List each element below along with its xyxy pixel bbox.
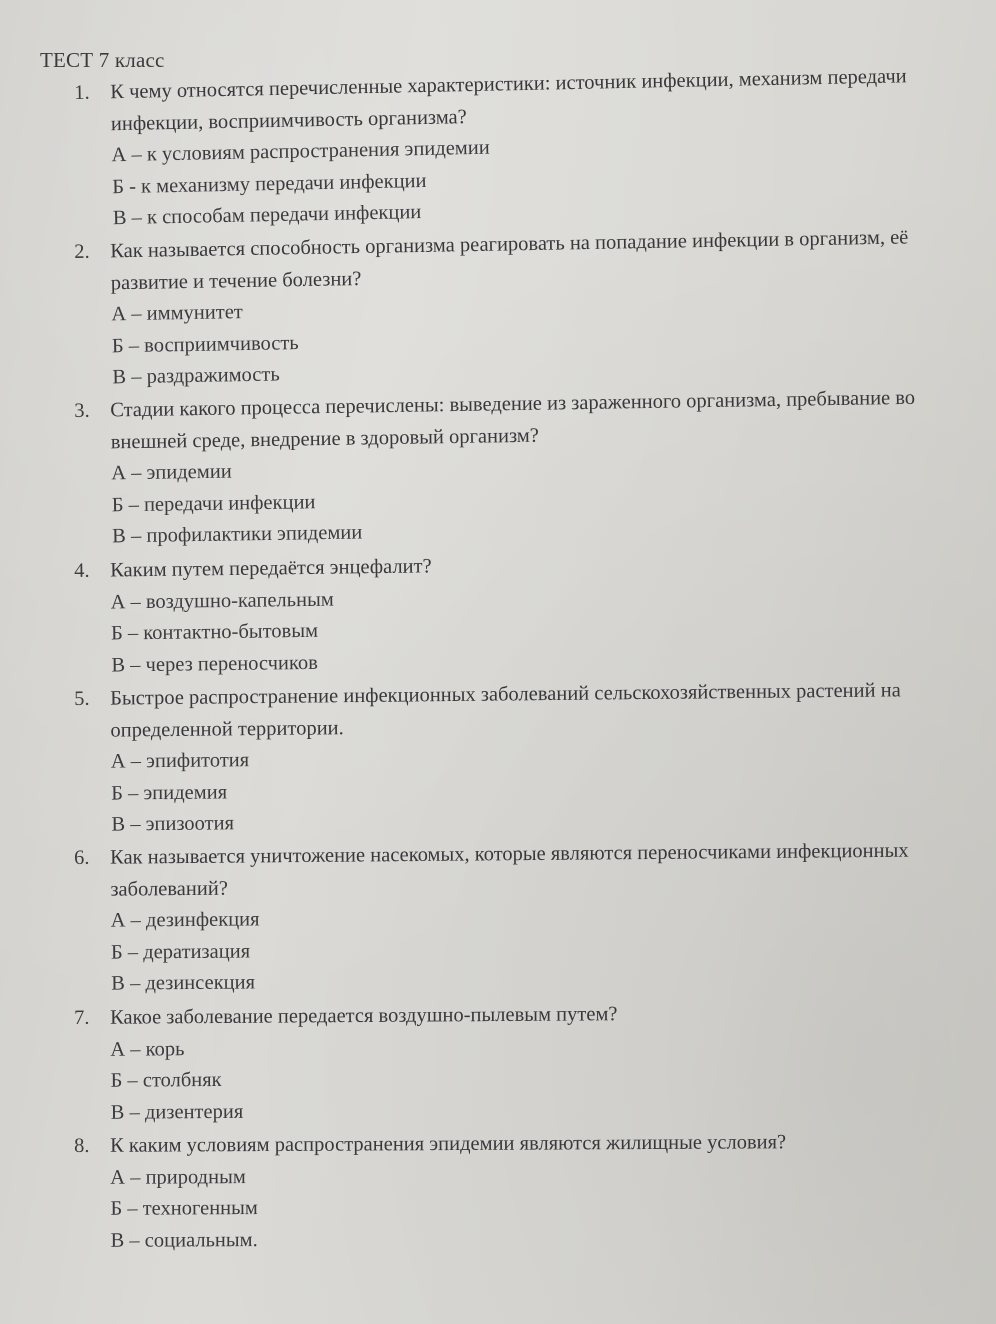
question-line <box>74 835 955 906</box>
question-number: 7. <box>74 1006 90 1029</box>
answer-option-a: А – природным <box>110 1165 246 1188</box>
answer-options <box>75 284 957 394</box>
answer-options <box>74 1028 955 1129</box>
answer-options <box>74 575 955 681</box>
question-text: Как называется способность организма реагировать на попадание инфекции в организм, её развитие и течение болезни? <box>110 225 909 294</box>
answer-option-b: Б – столбняк <box>110 1068 222 1092</box>
answer-option-b: Б – восприимчивость <box>111 331 299 357</box>
question-text: Как называется уничтожение насекомых, которые являются переносчиками инфекционных заболеваний? <box>110 839 909 901</box>
question-line <box>74 1126 954 1162</box>
question-text: Быстрое распространение инфекционных заболеваний сельскохозяйственных растений на определенной территории. <box>110 678 901 741</box>
question-number: 2. <box>74 240 90 263</box>
answer-option-a: А – к условиям распространения эпидемии <box>111 136 490 167</box>
answer-option-a: А – эпифитотия <box>110 748 250 773</box>
question-8 <box>74 1126 955 1257</box>
answer-option-a: А – дезинфекция <box>110 908 260 932</box>
question-number: 1. <box>74 81 90 104</box>
answer-option-b: Б – передачи инфекции <box>111 490 316 516</box>
answer-option-c: В – через переносчиков <box>111 650 318 676</box>
answer-option-c: В – дизентерия <box>110 1099 244 1123</box>
answer-option-c: В – к способам передачи инфекции <box>112 201 422 230</box>
question-text: Стадии какого процесса перечислены: выведение из зараженного организма, пребывание во внешней среде, внедрение в здоровый организм? <box>110 386 916 453</box>
answer-options <box>75 123 957 235</box>
question-5 <box>74 674 956 841</box>
question-number: 3. <box>74 399 90 422</box>
question-7 <box>74 996 955 1128</box>
answer-option-c: В – социальным. <box>110 1228 258 1251</box>
question-text: К чему относятся перечисленные характеристики: источник инфекции, механизм передачи инфекции, восприимчивость организма? <box>110 65 907 135</box>
answer-option-c: В – профилактики эпидемии <box>112 521 363 548</box>
question-number: 5. <box>74 687 90 710</box>
question-4 <box>74 544 956 682</box>
page-title: ТЕСТ 7 класс <box>40 48 165 72</box>
question-line <box>74 674 955 746</box>
answer-option-b: Б – контактно-бытовым <box>110 619 319 645</box>
question-list <box>74 66 954 1257</box>
question-6 <box>74 835 955 1000</box>
answer-option-b: Б – эпидемия <box>111 780 228 804</box>
answer-options <box>75 737 956 841</box>
answer-option-b: Б – дератизация <box>110 939 251 964</box>
question-line <box>74 996 954 1034</box>
answer-options <box>75 445 956 553</box>
answer-option-a: А – эпидемии <box>111 460 232 485</box>
question-1 <box>74 60 957 235</box>
answer-options <box>75 898 956 1000</box>
answer-option-a: А – корь <box>110 1037 185 1060</box>
answer-options <box>74 1157 954 1256</box>
question-3 <box>74 382 956 553</box>
question-text: Какое заболевание передается воздушно-пылевым путем? <box>110 1002 618 1029</box>
question-2 <box>74 221 957 394</box>
question-text: Каким путем передаётся энцефалит? <box>110 554 432 582</box>
answer-option-a: А – воздушно-капельным <box>110 587 334 613</box>
answer-option-b: Б – техногенным <box>110 1196 258 1220</box>
answer-option-c: В – эпизоотия <box>111 811 235 836</box>
question-number: 8. <box>74 1134 90 1157</box>
question-text: К каким условиям распространения эпидемии являются жилищные условия? <box>110 1130 787 1157</box>
answer-option-b: Б - к механизму передачи инфекции <box>111 169 427 198</box>
question-number: 6. <box>74 846 90 869</box>
answer-option-c: В – дезинсекция <box>111 971 256 995</box>
question-number: 4. <box>74 559 90 582</box>
answer-option-c: В – раздражимость <box>112 362 280 388</box>
answer-option-a: А – иммунитет <box>111 300 243 325</box>
